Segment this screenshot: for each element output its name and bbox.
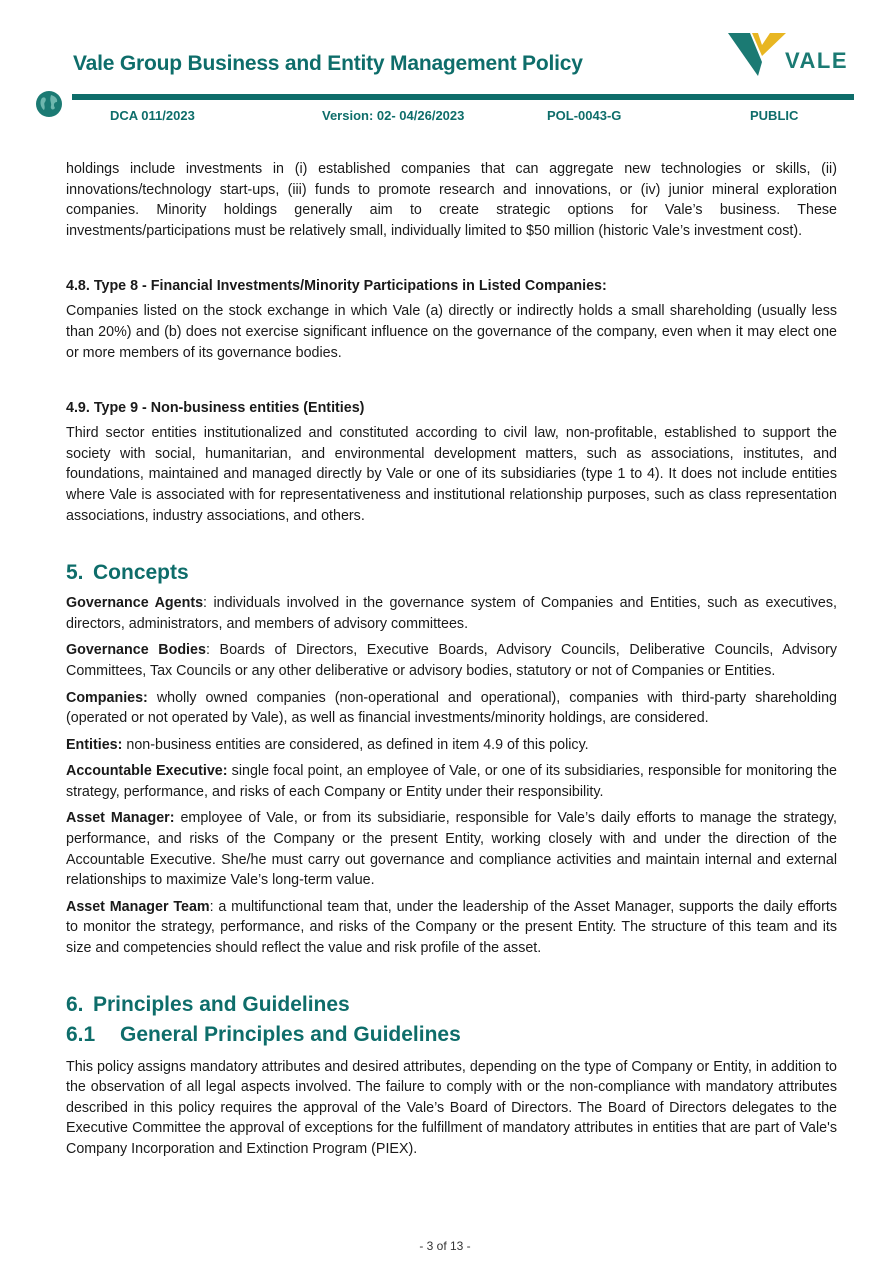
definition-asset-manager-team [66, 897, 837, 959]
definition-term: Accountable Executive: [66, 763, 228, 780]
section-5-number: 5. [66, 561, 84, 585]
globe-icon [35, 90, 63, 118]
definition-text: single focal point, an employee of Vale, or one of its subsidiaries, responsible for monitoring the strategy, performance, and risks of each Company or Entity under their responsibility. [66, 763, 837, 800]
definition-term: Asset Manager: [66, 810, 175, 827]
section-4-8-body: Companies listed on the stock exchange in which Vale (a) directly or indirectly holds a small shareholding (usually less than 20%) and (b) does not exercise significant influence on the governance of the company, even when it may elect one or more members of its governance bodies. [66, 303, 837, 361]
vale-logo-mark-icon [728, 30, 788, 80]
classification-label: PUBLIC [750, 108, 799, 123]
section-6-heading [66, 991, 837, 1019]
definition-term: Governance Bodies [66, 642, 206, 659]
section-5-heading [66, 559, 837, 587]
document-version: Version: 02- 04/26/2023 [322, 108, 465, 123]
definition-asset-manager [66, 808, 837, 890]
section-4-9-heading: 4.9. Type 9 - Non-business entities (Entities) [66, 400, 365, 417]
section-4-8-heading: 4.8. Type 8 - Financial Investments/Minority Participations in Listed Companies: [66, 278, 607, 295]
definition-text: : a multifunctional team that, under the leadership of the Asset Manager, supports the daily efforts to monitor the strategy, performance, and risks of the Company or the present Entity. The structure of this team and its size and competencies should reflect the value and risk profile of the asset. [66, 898, 837, 957]
section-6-1-body: This policy assigns mandatory attributes and desired attributes, depending on the type of Company or Entity, in addition to the observation of all legal aspects involved. The failure to comply with or the non-compliance with mandatory attributes described in this policy requires the approval of the Vale’s Board of Directors. The Board of Directors delegates to the Executive Committee the approval of exceptions for the fulfillment of mandatory attributes in entities that are part of Vale's Company Incorporation and Extinction Program (PIEX). [66, 1058, 837, 1157]
definition-accountable-executive [66, 761, 837, 802]
section-6-title: Principles and Guidelines [93, 992, 350, 1016]
section-6-1-title: General Principles and Guidelines [120, 1022, 461, 1046]
section-5-title: Concepts [93, 561, 189, 585]
section-6-1-heading [66, 1021, 837, 1049]
definition-entities [66, 735, 837, 756]
definition-term: Companies: [66, 689, 148, 706]
definition-term: Entities: [66, 736, 123, 753]
definition-text: employee of Vale, or from its subsidiarie, responsible for Vale’s daily efforts to manage the strategy, performance, and risks of the Company or the present Entity, working closely with and under the direction of the Accountable Executive. She/he must carry out governance and compliance activities and maintain internal and external relationships to maximize Vale’s long-term value. [66, 810, 837, 889]
section-6-1-number: 6.1 [66, 1022, 96, 1046]
definition-text: : Boards of Directors, Executive Boards, Advisory Councils, Deliberative Councils, Advisory Committees, Tax Councils or any other deliberative or advisory bodies, statutory or not of Companies or Entities. [66, 642, 837, 679]
document-body [66, 159, 837, 1160]
document-title: Vale Group Business and Entity Management Policy [73, 52, 583, 75]
policy-number: POL-0043-G [547, 108, 622, 123]
definition-term: Asset Manager Team [66, 898, 210, 915]
definition-text: wholly owned companies (non-operational and operational), companies with third-party shareholding (operated or not operated by Vale), as well as financial investments/minority holdings, are considered. [66, 689, 837, 727]
document-code: DCA 011/2023 [110, 108, 195, 123]
header-rule [72, 94, 854, 100]
definition-text: : individuals involved in the governance system of Companies and Entities, such as executives, directors, administrators, and members of advisory committees. [66, 595, 837, 632]
section-6-number: 6. [66, 992, 84, 1016]
page-number: - 3 of 13 - [419, 1239, 471, 1253]
definition-governance-bodies [66, 640, 837, 681]
definition-companies [66, 688, 837, 729]
intro-paragraph: holdings include investments in (i) established companies that can aggregate new technologies or skills, (ii) innovations/technology start-ups, (iii) funds to promote research and innovations, or (iv) junior mineral exploration companies. Minority holdings generally aim to create strategic options for Vale’s business. These investments/participations must be relatively small, individually limited to $50 million (historic Vale’s investment cost). [66, 161, 837, 239]
vale-logo [728, 30, 849, 80]
section-4-9-body: Third sector entities institutionalized and constituted according to civil law, non-profitable, established to support the society with social, humanitarian, and environmental development matters, such as associations, institutes, and foundations, maintained and managed directly by Vale or one of its subsidiaries (type 1 to 4). It does not include entities where Vale is associated with for representativeness and institutional relationship purposes, such as class representation associations, industry associations, and others. [66, 425, 837, 524]
vale-logo-text: VALE [785, 48, 849, 73]
definition-text: non-business entities are considered, as defined in item 4.9 of this policy. [122, 736, 589, 753]
definition-term: Governance Agents [66, 595, 204, 612]
definition-governance-agents [66, 593, 837, 634]
